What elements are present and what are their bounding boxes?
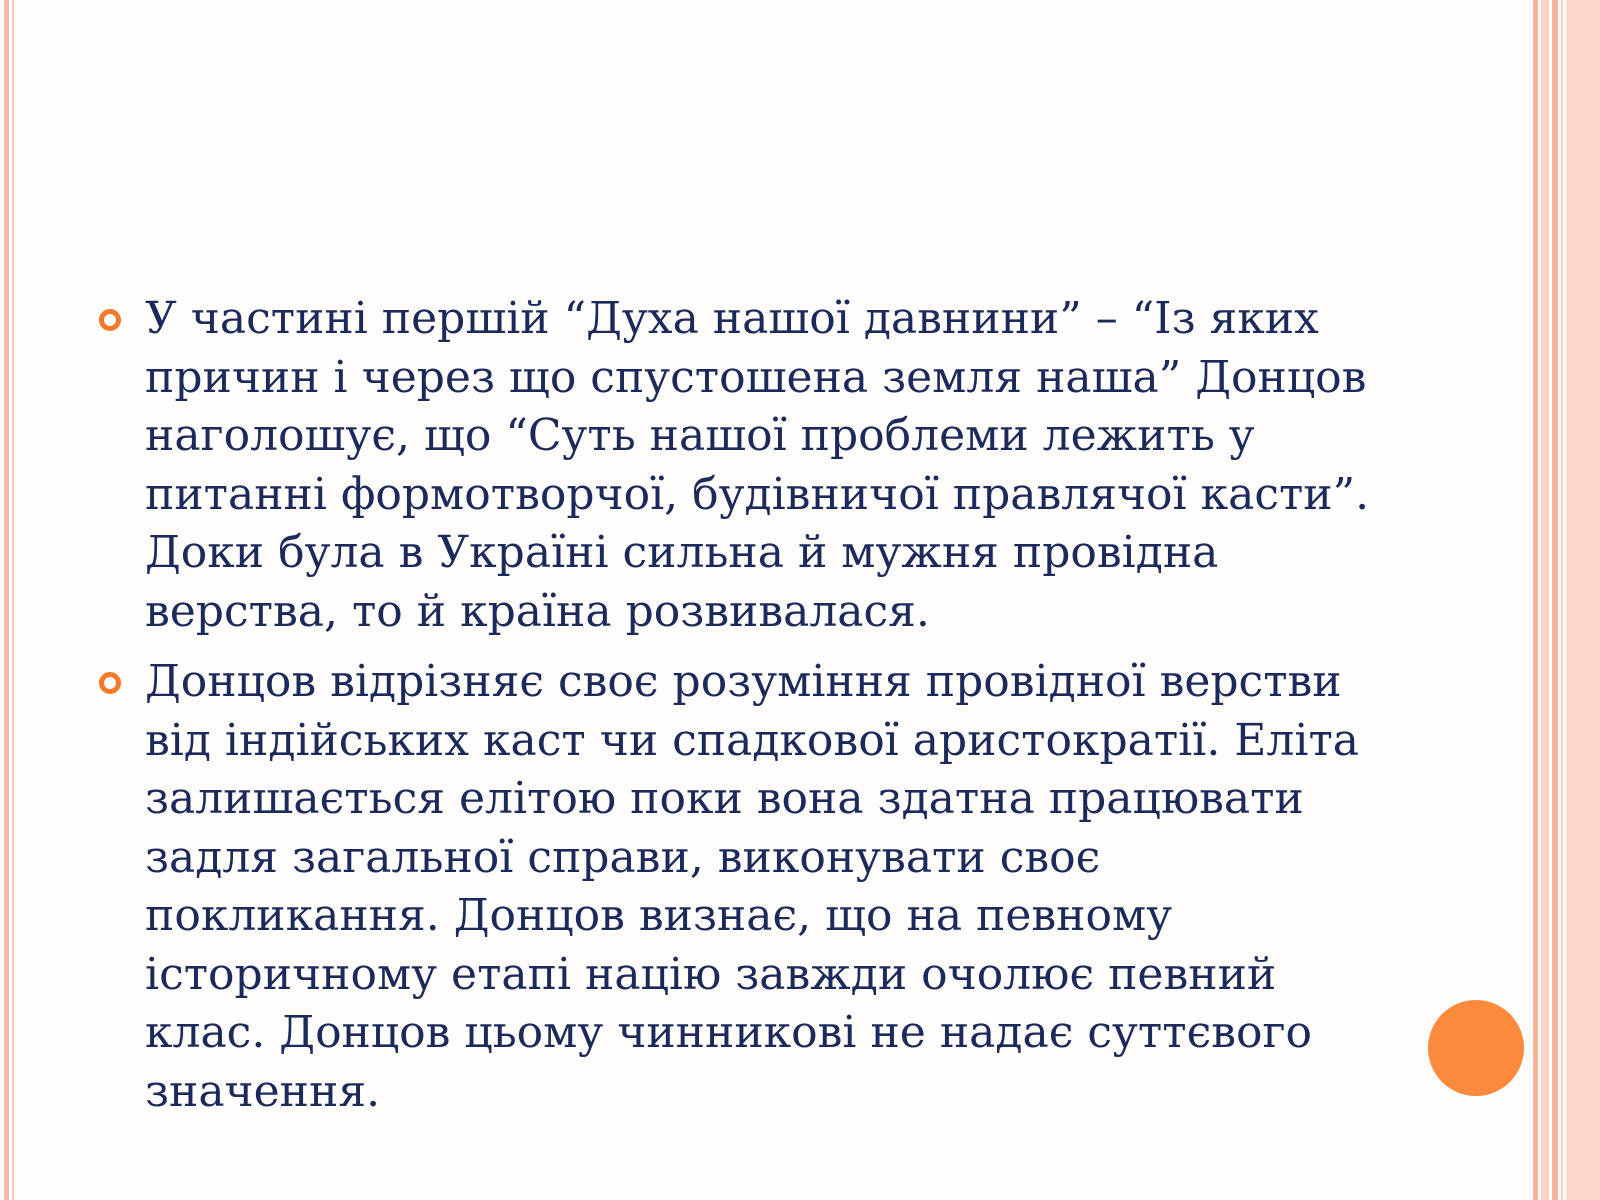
right-border-stripe — [1561, 0, 1563, 1200]
bullet-line: наголошує, що “Суть нашої проблеми лежить у — [145, 410, 1255, 461]
bullet-line: причин і через що спустошена земля наша” Донцов — [145, 351, 1367, 403]
right-border-stripe — [1533, 0, 1538, 1200]
right-border-stripe — [1541, 0, 1549, 1200]
bullet-line: значення. — [145, 1065, 381, 1117]
slide-content — [145, 290, 1415, 1133]
bullet-line: покликання. Донцов визнає, що на певному — [145, 890, 1173, 941]
bullet-line: залишається елітою поки вона здатна працювати — [145, 773, 1304, 824]
right-border-stripe — [1552, 0, 1558, 1200]
bullet-item — [145, 653, 1415, 1121]
left-border-line — [4, 0, 9, 1200]
bullet-line: задля загальної справи, виконувати своє — [145, 831, 1101, 883]
circle-bullet-icon — [99, 309, 121, 331]
bullet-line: Донцов відрізняє своє розуміння провідної верстви — [145, 656, 1342, 707]
bullet-line: питанні формотворчої, будівничої правлячої касти”. — [145, 468, 1370, 520]
bullet-line: У частині першій “Духа нашої давнини” – “Із яких — [145, 293, 1319, 344]
left-border-line-thin — [12, 0, 14, 1200]
bullet-line: Доки була в Україні сильна й мужня провідна — [145, 527, 1219, 578]
bullet-item — [145, 290, 1415, 641]
bullet-line: історичному етапі націю завжди очолює певний — [145, 948, 1277, 1000]
right-border-band — [1566, 0, 1600, 1200]
decorative-circle — [1428, 1000, 1524, 1096]
circle-bullet-icon — [99, 672, 121, 694]
bullet-line: клас. Донцов цьому чинникові не надає суттєвого — [145, 1007, 1313, 1058]
bullet-line: від індійських каст чи спадкової аристократії. Еліта — [145, 714, 1360, 766]
bullet-line: верства, то й країна розвивалася. — [145, 585, 930, 637]
